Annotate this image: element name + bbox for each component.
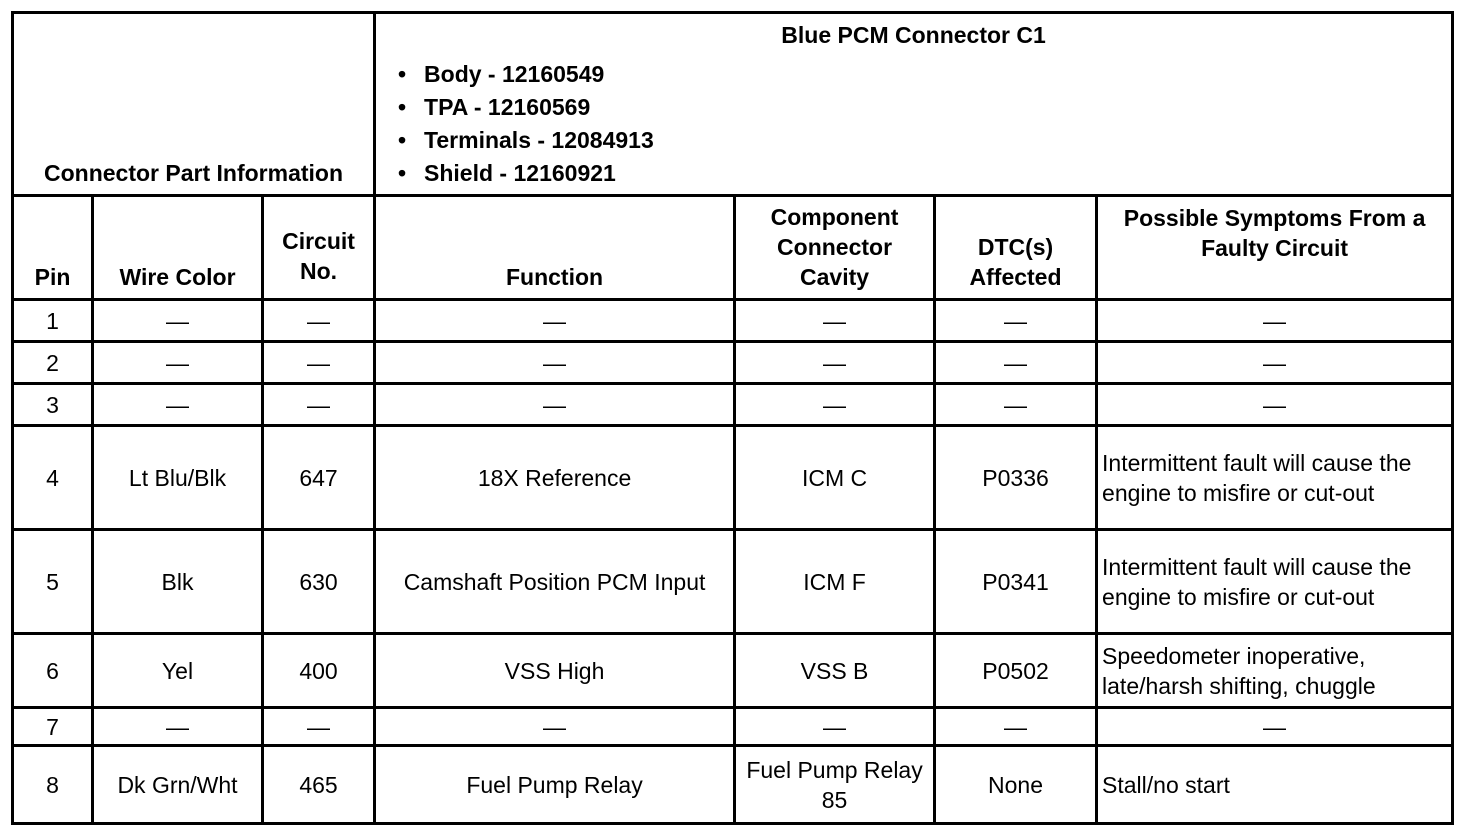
table-row <box>13 530 1453 634</box>
cavity-cell: — <box>735 384 935 426</box>
wire-color-cell: Dk Grn/Wht <box>93 746 263 824</box>
dtc-cell: — <box>935 300 1097 342</box>
symptoms-cell: Intermittent fault will cause the engine to misfire or cut-out <box>1097 426 1453 530</box>
table-row <box>13 300 1453 342</box>
wire-color-cell: Yel <box>93 634 263 708</box>
connector-title: Blue PCM Connector C1 <box>781 22 1046 48</box>
col-header-function: Function <box>375 196 735 300</box>
wire-color-cell: — <box>93 384 263 426</box>
function-cell: — <box>375 300 735 342</box>
connector-info-row <box>13 13 1453 196</box>
symptoms-cell: — <box>1097 384 1453 426</box>
pin-cell: 1 <box>13 300 93 342</box>
circuit-cell: — <box>263 708 375 746</box>
col-header-dtc: DTC(s) Affected <box>935 196 1097 300</box>
symptoms-cell: Speedometer inoperative, late/harsh shifting, chuggle <box>1097 634 1453 708</box>
function-cell: — <box>375 342 735 384</box>
symptoms-cell: — <box>1097 708 1453 746</box>
function-cell: VSS High <box>375 634 735 708</box>
column-header-row <box>13 196 1453 300</box>
cavity-cell: — <box>735 708 935 746</box>
function-cell: — <box>375 708 735 746</box>
symptoms-cell: Stall/no start <box>1097 746 1453 824</box>
dtc-cell: P0502 <box>935 634 1097 708</box>
table-row <box>13 426 1453 530</box>
circuit-cell: — <box>263 300 375 342</box>
circuit-cell: — <box>263 384 375 426</box>
symptoms-cell: Intermittent fault will cause the engine to misfire or cut-out <box>1097 530 1453 634</box>
dtc-cell: — <box>935 708 1097 746</box>
wire-color-cell: — <box>93 342 263 384</box>
pin-cell: 2 <box>13 342 93 384</box>
cavity-cell: — <box>735 300 935 342</box>
circuit-cell: 465 <box>263 746 375 824</box>
pcm-connector-table <box>11 11 1454 825</box>
part-terminals: • Terminals - 12084913 <box>424 124 1443 157</box>
col-header-symptoms: Possible Symptoms From a Faulty Circuit <box>1097 196 1453 300</box>
table-row <box>13 634 1453 708</box>
symptoms-cell: — <box>1097 300 1453 342</box>
wire-color-cell: Lt Blu/Blk <box>93 426 263 530</box>
part-shield: • Shield - 12160921 <box>424 157 1443 190</box>
circuit-cell: 630 <box>263 530 375 634</box>
part-number-list <box>384 58 1443 190</box>
dtc-cell: — <box>935 384 1097 426</box>
connector-part-info-label: Connector Part Information <box>13 13 375 196</box>
table-row <box>13 708 1453 746</box>
function-cell: — <box>375 384 735 426</box>
wire-color-cell: — <box>93 708 263 746</box>
pin-cell: 8 <box>13 746 93 824</box>
col-header-circuit-no: Circuit No. <box>263 196 375 300</box>
connector-info-cell <box>375 13 1453 196</box>
dtc-cell: None <box>935 746 1097 824</box>
table-row <box>13 746 1453 824</box>
cavity-cell: — <box>735 342 935 384</box>
part-body: • Body - 12160549 <box>424 58 1443 91</box>
pin-cell: 4 <box>13 426 93 530</box>
function-cell: 18X Reference <box>375 426 735 530</box>
symptoms-cell: — <box>1097 342 1453 384</box>
function-cell: Camshaft Position PCM Input <box>375 530 735 634</box>
cavity-cell: ICM F <box>735 530 935 634</box>
pin-cell: 7 <box>13 708 93 746</box>
dtc-cell: — <box>935 342 1097 384</box>
part-tpa: • TPA - 12160569 <box>424 91 1443 124</box>
circuit-cell: 647 <box>263 426 375 530</box>
table-row <box>13 342 1453 384</box>
cavity-cell: VSS B <box>735 634 935 708</box>
dtc-cell: P0336 <box>935 426 1097 530</box>
wire-color-cell: — <box>93 300 263 342</box>
cavity-cell: ICM C <box>735 426 935 530</box>
col-header-pin: Pin <box>13 196 93 300</box>
wire-color-cell: Blk <box>93 530 263 634</box>
col-header-wire-color: Wire Color <box>93 196 263 300</box>
function-cell: Fuel Pump Relay <box>375 746 735 824</box>
pin-cell: 6 <box>13 634 93 708</box>
pin-cell: 3 <box>13 384 93 426</box>
col-header-cavity: Component Connector Cavity <box>735 196 935 300</box>
dtc-cell: P0341 <box>935 530 1097 634</box>
table-row <box>13 384 1453 426</box>
cavity-cell: Fuel Pump Relay 85 <box>735 746 935 824</box>
circuit-cell: — <box>263 342 375 384</box>
circuit-cell: 400 <box>263 634 375 708</box>
pin-cell: 5 <box>13 530 93 634</box>
